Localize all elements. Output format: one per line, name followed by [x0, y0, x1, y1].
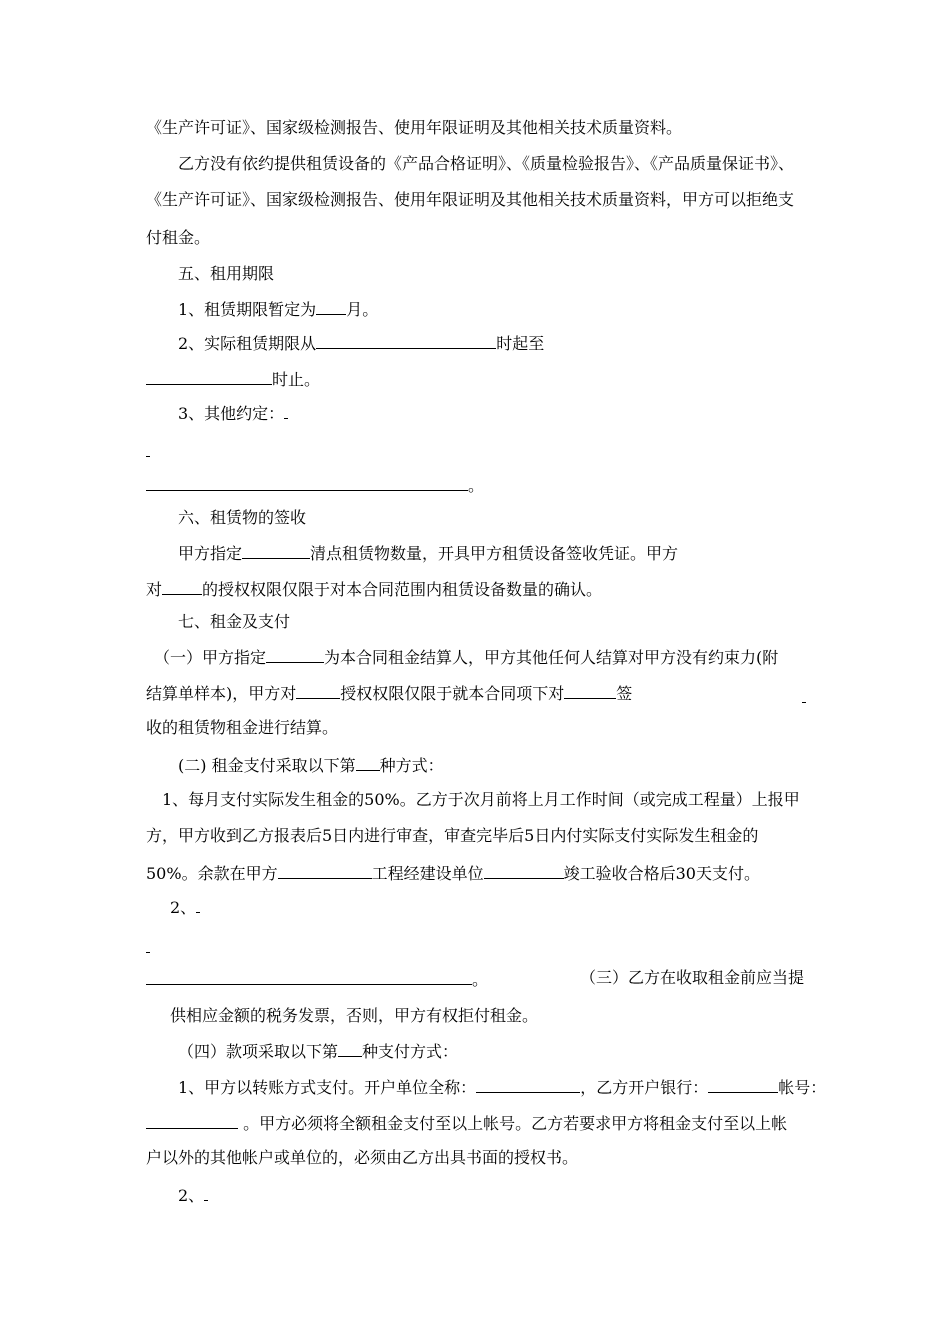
blank-field: [162, 578, 202, 595]
blank-field: [266, 646, 324, 663]
clause-6-a: [178, 542, 678, 564]
clause-7-4-2: [178, 1186, 208, 1206]
clause-7-4-1-cont: [146, 1112, 787, 1134]
clause-text: 。甲方必须将全额租金支付至以上帐号。乙方若要求甲方将租金支付至以上帐: [243, 1114, 788, 1133]
clause-7-2-2: [170, 898, 200, 918]
clause-7-4: [178, 1040, 458, 1062]
clause-text: 甲方指定: [178, 544, 243, 563]
blank-line: [146, 938, 150, 958]
clause-text: ，乙方开户银行：: [580, 1078, 709, 1097]
text-line: 乙方没有依约提供租赁设备的《产品合格证明》、《质量检验报告》、《产品质量保证书》、: [178, 154, 795, 173]
clause-text: 签: [616, 684, 633, 703]
blank-field: [242, 542, 310, 559]
blank-field: [564, 682, 616, 699]
clause-text: 对: [146, 580, 163, 599]
clause-text: 为本合同租金结算人，甲方其他任何人结算对甲方没有约束力(附: [324, 648, 779, 667]
clause-5-3: [178, 404, 288, 424]
clause-text: 50%。余款在甲方: [146, 864, 278, 883]
clause-text: 1、租赁期限暂定为: [178, 300, 317, 319]
text-line: 《生产许可证》、国家级检测报告、使用年限证明及其他相关技术质量资料。: [146, 118, 683, 137]
clause-text: 的授权权限仅限于对本合同范围内租赁设备数量的确认。: [202, 580, 603, 599]
clause-5-2-cont: [146, 368, 320, 390]
blank-field: [476, 1076, 580, 1093]
clause-text: 种支付方式：: [362, 1042, 459, 1061]
clause-5-1: [178, 298, 378, 320]
clause-text: （一）甲方指定: [154, 648, 267, 667]
blank-field: [146, 368, 272, 385]
clause-text: （四）款项采取以下第: [178, 1042, 339, 1061]
clause-text: 帐号：: [778, 1078, 827, 1097]
blank-field: [338, 1040, 362, 1057]
clause-text: 时止。: [272, 370, 321, 389]
clause-7-1: [154, 646, 778, 668]
text-line: 《生产许可证》、国家级检测报告、使用年限证明及其他相关技术质量资料，甲方可以拒绝支: [146, 190, 795, 209]
blank-mark: [196, 900, 200, 913]
section-heading-6: 六、租赁物的签收: [178, 508, 307, 527]
clause-7-2: [178, 754, 444, 776]
blank-mark: [802, 690, 806, 703]
clause-5-3-cont: [146, 474, 484, 496]
blank-field: [356, 754, 380, 771]
clause-text: 授权权限仅限于就本合同项下对: [340, 684, 565, 703]
blank-mark: [284, 406, 288, 419]
blank-mark: [204, 1188, 208, 1201]
clause-text: 2、: [178, 1186, 205, 1205]
blank-field: [146, 474, 468, 491]
clause-5-2: [178, 332, 544, 354]
blank-field: [278, 862, 372, 879]
blank-field: [708, 1076, 778, 1093]
clause-text: (二) 租金支付采取以下第: [178, 756, 356, 775]
clause-7-2-2-cont: [146, 968, 488, 990]
blank-mark: [146, 444, 150, 457]
clause-text: 。: [468, 476, 485, 495]
blank-field: [316, 298, 346, 315]
clause-text: 种方式：: [379, 756, 444, 775]
clause-text: 2、: [170, 898, 197, 917]
blank-mark: [146, 940, 150, 953]
clause-7-2-1-cont: [146, 862, 760, 884]
text-line: 付租金。: [146, 228, 211, 247]
clause-text: 月。: [346, 300, 379, 319]
section-heading-7: 七、租金及支付: [178, 612, 291, 631]
text-line: 收的租赁物租金进行结算。: [146, 718, 339, 737]
clause-text: 2、实际租赁期限从: [178, 334, 317, 353]
clause-text: 时起至: [496, 334, 545, 353]
clause-text: 。: [472, 970, 489, 989]
section-heading-5: 五、租用期限: [178, 264, 275, 283]
clause-text: 竣工验收合格后30天支付。: [563, 864, 760, 883]
blank-field: [296, 682, 340, 699]
blank-mark-line: [802, 688, 806, 708]
blank-field: [146, 1112, 238, 1129]
clause-7-4-1: [178, 1076, 826, 1098]
clause-text: 清点租赁物数量，开具甲方租赁设备签收凭证。甲方: [310, 544, 679, 563]
blank-field: [146, 968, 472, 985]
blank-field: [484, 862, 564, 879]
clause-6-b: [146, 578, 602, 600]
clause-text: 3、其他约定：: [178, 404, 285, 423]
text-line: 1、每月支付实际发生租金的50%。乙方于次月前将上月工作时间（或完成工程量）上报甲: [162, 790, 800, 809]
blank-field: [316, 332, 496, 349]
clause-text: 工程经建设单位: [371, 864, 484, 883]
text-line: 方，甲方收到乙方报表后5日内进行审查，审查完毕后5日内付实际支付实际发生租金的: [146, 826, 759, 845]
clause-7-1-cont: [146, 682, 632, 704]
text-line: 户以外的其他帐户或单位的，必须由乙方出具书面的授权书。: [146, 1148, 579, 1167]
text-line: （三）乙方在收取租金前应当提: [580, 968, 805, 987]
blank-line: [146, 442, 150, 462]
clause-text: 结算单样本)，甲方对: [146, 684, 297, 703]
text-line: 供相应金额的税务发票，否则，甲方有权拒付租金。: [170, 1006, 539, 1025]
clause-text: 1、甲方以转账方式支付。开户单位全称：: [178, 1078, 477, 1097]
